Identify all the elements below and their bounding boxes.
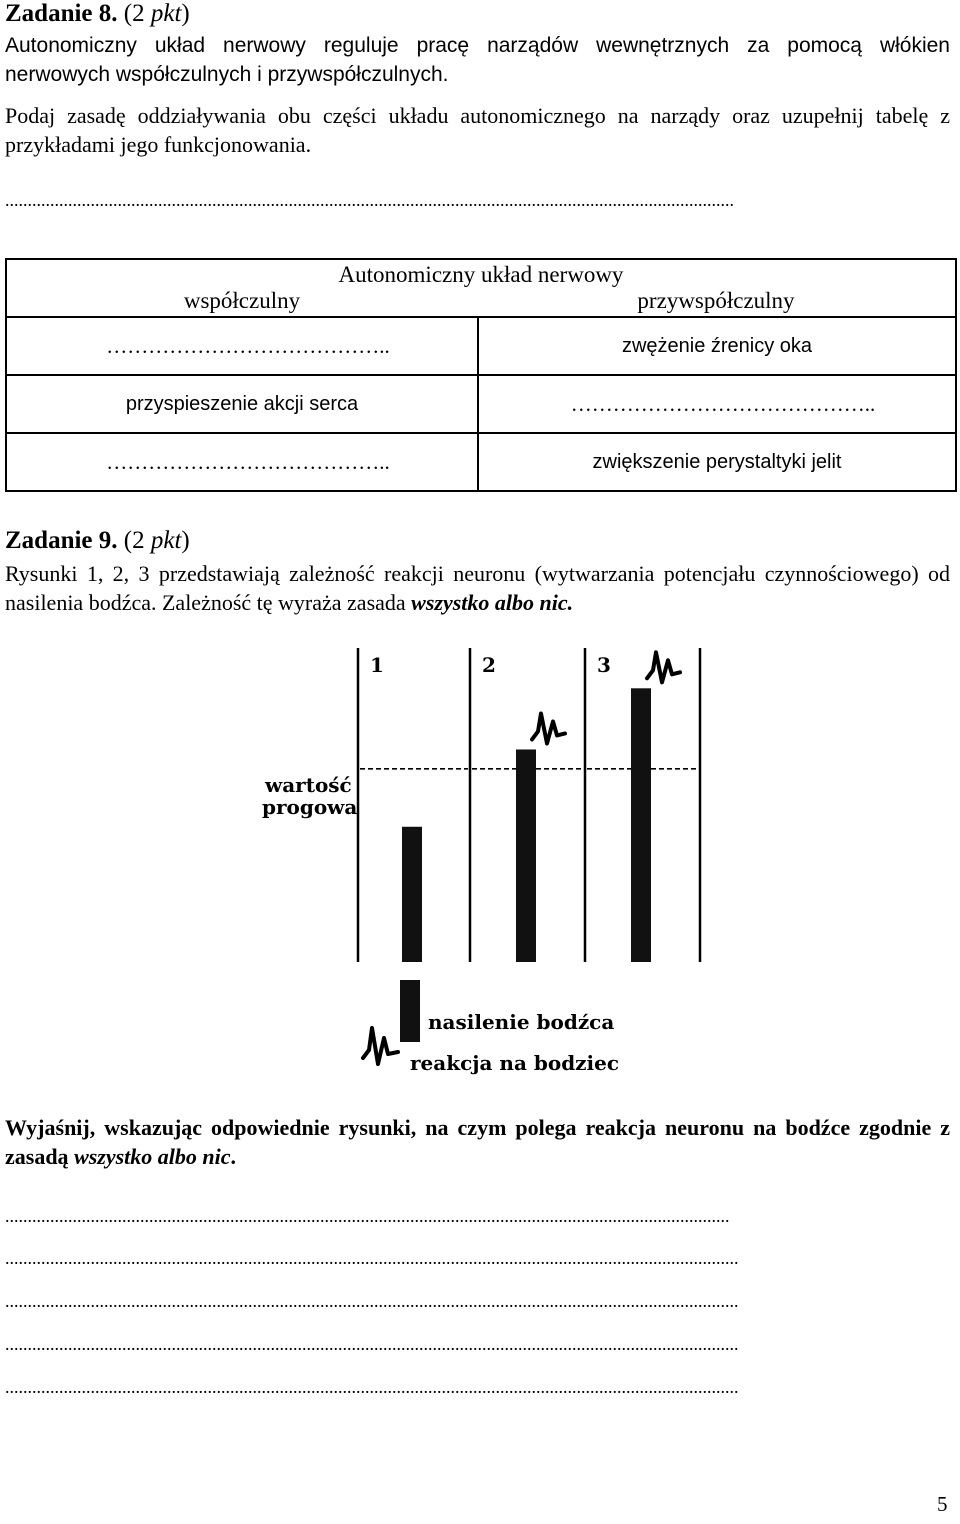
table-cell-parasymp-3: zwiększenie perystaltyki jelit [478,433,956,491]
table-title: Autonomiczny układ nerwowy [338,262,624,287]
stimulus-bar-3 [631,688,651,962]
task9-answer-line-3[interactable]: ................................................................................................................................................................... [5,1291,739,1311]
stimulus-bar-2 [516,749,536,962]
task9-intro: Rysunki 1, 2, 3 przedstawiają zależność reakcji neuronu (wytwarzania potencjału czynnościowego) od nasilenia bodźca. Zależność tę wyraża zasada wszystko albo nic. [5,561,950,615]
task9-answer-line-4[interactable]: ................................................................................................................................................................... [5,1334,739,1354]
task8-heading [5,0,190,28]
task9-answer-line-2[interactable]: ................................................................................................................................................................... [5,1248,739,1268]
panel-label-1: 1 [370,653,384,677]
table-cell-parasymp-2[interactable]: …………………………………….. [478,375,956,433]
col-header-parasympathetic: przywspółczulny [637,288,795,313]
legend-stimulus-label: nasilenie bodźca [428,1010,615,1034]
page-number: 5 [937,1492,948,1516]
table-cell-symp-2: przyspieszenie akcji serca [6,375,478,433]
task9-heading [5,527,190,555]
panel-label-2: 2 [482,653,496,677]
stimulus-bar-1 [402,827,422,962]
task9-question: Wyjaśnij, wskazując odpowiednie rysunki, na czym polega reakcja neuronu na bodźce zgodnie z zasadą wszystko albo nic. [5,1115,950,1169]
legend-reaction-label: reakcja na bodziec [410,1051,620,1075]
task8-answer-line[interactable]: .................................................................................................................................................................. [5,190,734,210]
table-cell-symp-1[interactable]: ………………………………….. [6,317,478,375]
legend-reaction-icon [363,1028,398,1064]
action-potential-icon-3 [647,652,680,682]
task8-number: Zadanie 8. [5,0,118,27]
table-header-cell [6,259,956,317]
task9-answer-line-5[interactable]: ................................................................................................................................................................... [5,1377,739,1397]
threshold-label-line2: progowa [262,795,358,819]
task9-points: (2 pkt) [123,527,190,554]
table-cell-symp-3[interactable]: ………………………………….. [6,433,478,491]
task9-answer-line-1[interactable]: ................................................................................................................................................................. [5,1206,730,1226]
action-potential-icon-2 [532,713,565,743]
task9-number: Zadanie 9. [5,527,118,554]
task8-points: (2 pkt) [123,0,190,27]
task9-intro-emphasis: wszystko albo nic. [411,590,574,615]
task9-question-emphasis: wszystko albo nic [74,1144,231,1169]
task8-instruction: Podaj zasadę oddziaływania obu części układu autonomicznego na narządy oraz uzupełnij tabelę z przykładami jego funkcjonowania. [5,103,950,157]
autonomic-table [5,258,957,492]
threshold-label-line1: wartość [265,773,352,797]
table-cell-parasymp-1: zwężenie źrenicy oka [478,317,956,375]
all-or-nothing-figure [220,640,740,1085]
legend-stimulus-swatch [400,980,420,1042]
task8-intro: Autonomiczny układ nerwowy reguluje pracę narządów wewnętrznych za pomocą włókien nerwowych współczulnych i przywspółczulnych. [5,34,950,86]
col-header-sympathetic: współczulny [183,288,301,313]
panel-label-3: 3 [597,653,611,677]
